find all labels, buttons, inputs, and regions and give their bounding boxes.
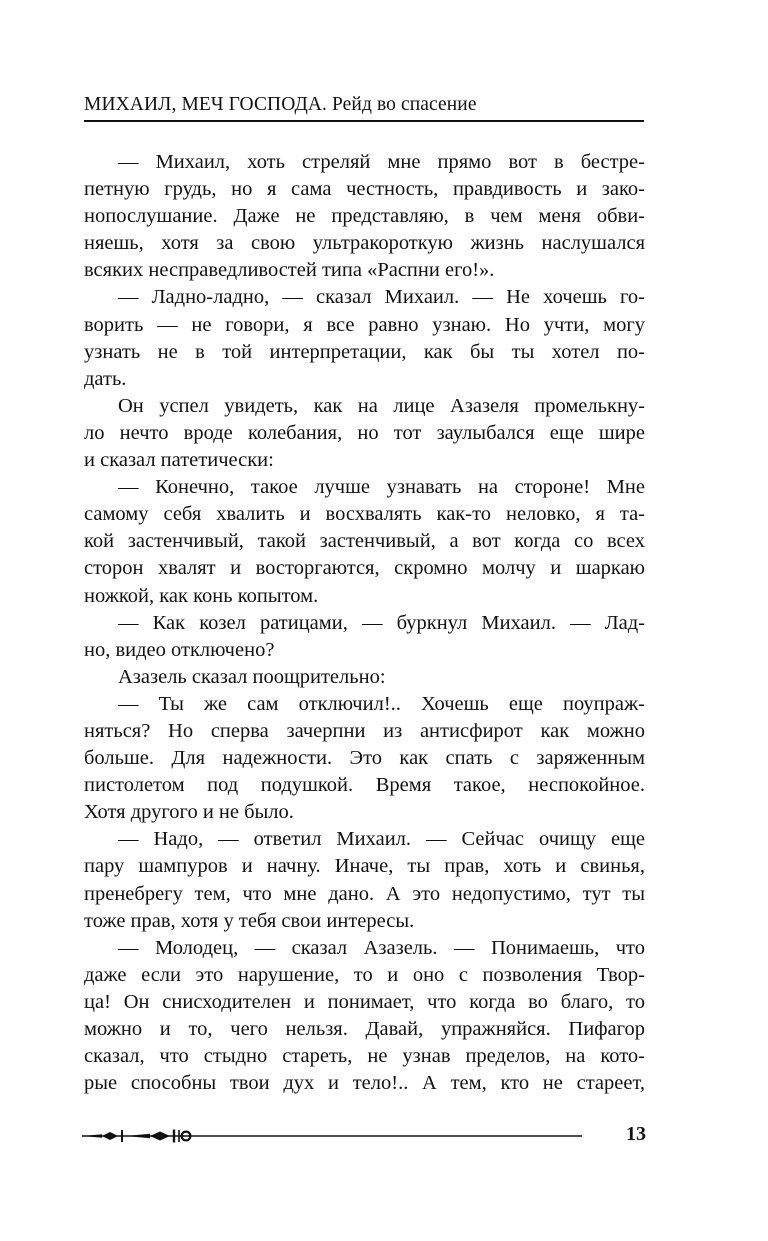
text-line: больше. Для надежности. Это как спать с заряженным xyxy=(84,747,645,770)
text-line: сказал, что стыдно стареть, не узнав пределов, на кото- xyxy=(84,1045,645,1068)
running-head: МИХАИЛ, МЕЧ ГОСПОДА. Рейд во спасение xyxy=(84,94,477,115)
text-line: няться? Но сперва зачерпни из антисфирот как можно xyxy=(84,719,645,742)
text-line: пренебрегу тем, что мне дано. А это недопустимо, тут ты xyxy=(84,882,645,905)
text-line: — Как козел ратицами, — буркнул Михаил. — Лад- xyxy=(118,611,645,634)
text-line: пару шампуров и начну. Иначе, ты прав, хоть и свинья, xyxy=(84,855,645,878)
text-line: сторон хвалят и восторгаются, скромно молчу и шаркаю xyxy=(84,557,645,580)
page-number: 13 xyxy=(626,1123,646,1145)
text-line: узнать не в той интерпретации, как бы ты хотел по- xyxy=(84,340,645,363)
text-line: — Ладно-ладно, — сказал Михаил. — Не хочешь го- xyxy=(118,286,645,309)
text-line: ло нечто вроде колебания, но тот заулыбался еще шире xyxy=(84,421,645,444)
text-line: дать. xyxy=(84,367,127,390)
text-line: — Конечно, такое лучше узнавать на стороне! Мне xyxy=(118,476,645,499)
text-line: пистолетом под подушкой. Время такое, неспокойное. xyxy=(84,774,645,797)
body-text xyxy=(84,149,645,1097)
text-line: — Молодец, — сказал Азазель. — Понимаешь, что xyxy=(118,936,645,959)
text-line: и сказал патетически: xyxy=(84,449,274,472)
text-line: Азазель сказал поощрительно: xyxy=(118,665,386,688)
text-line: Хотя другого и не было. xyxy=(84,801,294,824)
text-line: ножкой, как конь копытом. xyxy=(84,584,319,607)
text-line: всяких несправедливостей типа «Распни его!». xyxy=(84,259,495,282)
header-rule xyxy=(84,120,644,122)
text-line: Он успел увидеть, как на лице Азазеля промелькну- xyxy=(118,394,645,417)
text-line: — Ты же сам отключил!.. Хочешь еще поупраж- xyxy=(118,692,645,715)
text-line: ца! Он снисходителен и понимает, что когда во благо, то xyxy=(84,990,645,1013)
text-line: но, видео отключено? xyxy=(84,638,275,661)
text-line: кой застенчивый, такой застенчивый, а вот когда со всех xyxy=(84,530,645,553)
text-line: петную грудь, но я сама честность, правдивость и зако- xyxy=(84,178,645,201)
text-line: рые способны твои дух и тело!.. А тем, кто не стареет, xyxy=(84,1072,645,1095)
text-line: ворить — не говори, я все равно узнаю. Но учти, могу xyxy=(84,313,645,336)
text-line: — Надо, — ответил Михаил. — Сейчас очищу еще xyxy=(118,828,645,851)
text-line: даже если это нарушение, то и оно с позволения Твор- xyxy=(84,963,645,986)
text-line: самому себя хвалить и восхвалять как-то неловко, я та- xyxy=(84,503,645,526)
text-line: можно и то, чего нельзя. Давай, упражняйся. Пифагор xyxy=(84,1018,645,1040)
text-line: тоже прав, хотя у тебя свои интересы. xyxy=(84,909,415,932)
text-line: нопослушание. Даже не представляю, в чем меня обви- xyxy=(84,205,645,228)
text-line: няешь, хотя за свою ультракороткую жизнь наслушался xyxy=(84,232,645,255)
text-line: — Михаил, хоть стреляй мне прямо вот в бестре- xyxy=(118,151,645,173)
footer-flourish-icon xyxy=(80,1126,584,1146)
